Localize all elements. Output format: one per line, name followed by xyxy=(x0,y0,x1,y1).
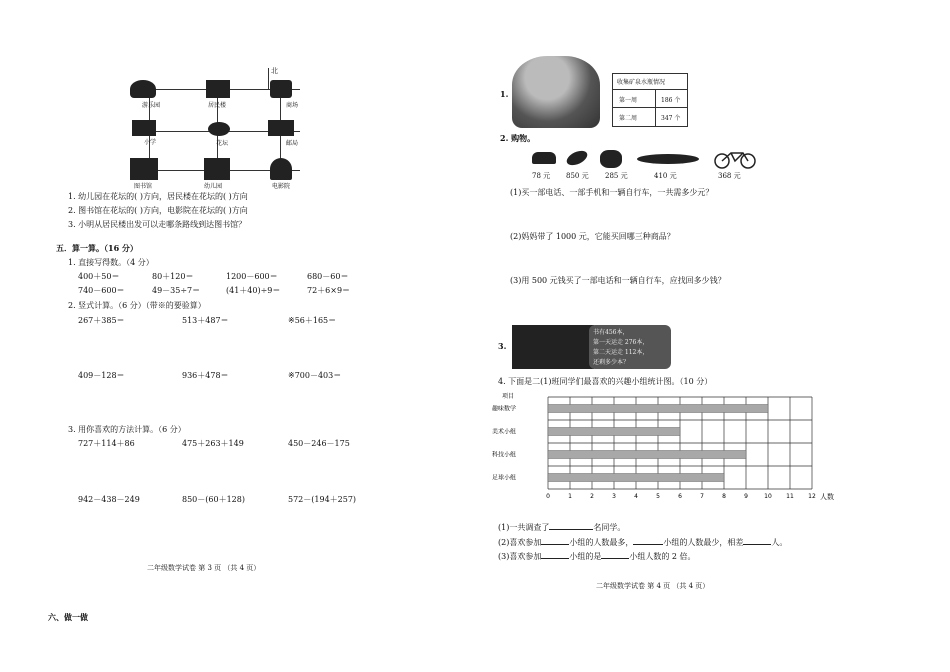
place-label: 商场 xyxy=(286,102,299,109)
calc-item: ※56＋165＝ xyxy=(288,316,337,325)
q4-question-2 xyxy=(498,536,787,548)
bubble-line: 第一天运走 276本， xyxy=(593,339,649,346)
place-label: 居民楼 xyxy=(208,102,227,109)
bar xyxy=(548,428,680,436)
residential-building-icon xyxy=(206,80,230,98)
cinema-icon xyxy=(270,158,292,180)
calc-item: 267＋385＝ xyxy=(78,316,125,325)
x-tick-label: 2 xyxy=(590,493,594,500)
q4-text: 小组的是 xyxy=(569,552,602,561)
delivery-truck-photo xyxy=(512,325,594,369)
page-footer-right: 二年级数学试卷 第 4 页 （共 4 页） xyxy=(596,582,710,590)
interest-group-bar-chart xyxy=(490,390,860,515)
map-question-2: 2. 图书馆在花坛的( )方向，电影院在花坛的( )方向 xyxy=(68,206,248,215)
rice-cooker-icon xyxy=(600,150,622,168)
x-tick-label: 9 xyxy=(744,493,748,500)
x-tick-label: 7 xyxy=(700,493,704,500)
calc-item: 72＋6×9＝ xyxy=(307,286,351,295)
calc-item: 942－438－249 xyxy=(78,495,140,504)
y-axis-label: 项目 xyxy=(502,393,515,400)
answer-blank[interactable] xyxy=(541,536,569,545)
library-icon xyxy=(130,158,158,180)
place-label: 图书馆 xyxy=(134,183,153,190)
x-tick-label: 8 xyxy=(722,493,726,500)
table-cell: 第一周 xyxy=(619,97,638,104)
place-label: 花坛 xyxy=(216,140,229,147)
bicycle-icon xyxy=(713,149,757,169)
calc-item: 1200－600＝ xyxy=(226,272,278,281)
price-label: 368 元 xyxy=(718,172,741,180)
table-divider xyxy=(613,89,687,90)
category-label: 足球小组 xyxy=(492,474,517,482)
table-divider xyxy=(655,89,656,126)
page-footer-left: 二年级数学试卷 第 3 页 （共 4 页） xyxy=(147,564,261,572)
map-question-3: 3. 小明从居民楼出发可以走哪条路线到达图书馆？ xyxy=(68,220,247,229)
calc-item: 936＋478＝ xyxy=(182,371,229,380)
q1-label: 1. xyxy=(500,89,509,99)
calc-item: 850－(60＋128) xyxy=(182,495,245,504)
map-question-1: 1. 幼儿园在花坛的( )方向，居民楼在花坛的( )方向 xyxy=(68,192,248,201)
answer-blank[interactable] xyxy=(601,550,629,559)
q3-label: 3. xyxy=(498,341,507,351)
q1-table xyxy=(612,73,688,127)
q4-text: 小组的人数最少，相差 xyxy=(663,538,744,547)
answer-blank[interactable] xyxy=(743,536,771,545)
bar xyxy=(548,451,746,459)
category-label: 科技小组 xyxy=(492,451,517,459)
shopping-question-1: (1)买一部电话、一部手机和一辆自行车，一共需多少元？ xyxy=(510,188,714,197)
q4-text: 名同学。 xyxy=(593,523,626,532)
table-cell: 186 个 xyxy=(661,97,681,104)
calc-item: 80＋120＝ xyxy=(152,272,194,281)
q4-text: 小组人数的 2 倍。 xyxy=(629,552,696,561)
answer-blank[interactable] xyxy=(633,536,663,545)
q4-text: 人。 xyxy=(771,538,788,547)
price-label: 410 元 xyxy=(654,172,677,180)
mobile-phone-icon xyxy=(564,148,589,168)
x-tick-label: 6 xyxy=(678,493,682,500)
shopping-question-3: (3)用 500 元钱买了一部电话和一辆自行车，应找回多少钱？ xyxy=(510,276,726,285)
bubble-line: 第二天运走 112本， xyxy=(593,349,649,356)
x-tick-label: 4 xyxy=(634,493,638,500)
table-divider xyxy=(613,107,687,108)
q4-text: (1)一共调查了 xyxy=(498,523,550,532)
calc-item: 450－246－175 xyxy=(288,439,350,448)
answer-blank[interactable] xyxy=(541,550,569,559)
section-5-title: 五．算一算。（16 分） xyxy=(56,243,138,253)
table-cell: 第二周 xyxy=(619,115,638,122)
category-label: 美术小组 xyxy=(492,428,517,436)
bar xyxy=(548,474,724,482)
post-office-icon xyxy=(268,120,294,136)
q4-text: 小组的人数最多， xyxy=(569,538,634,547)
calc-item: 727＋114＋86 xyxy=(78,439,135,448)
x-tick-label: 0 xyxy=(546,493,550,500)
x-tick-label: 5 xyxy=(656,493,660,500)
x-tick-label: 10 xyxy=(764,493,772,500)
calc-item: (41＋40)÷9＝ xyxy=(226,286,281,295)
section-6-title: 六、做一做 xyxy=(48,612,88,622)
place-label: 电影院 xyxy=(272,183,291,190)
x-tick-label: 1 xyxy=(568,493,572,500)
answer-blank[interactable] xyxy=(549,521,593,530)
q2-label: 2. 购物。 xyxy=(500,133,536,143)
q4-question-1 xyxy=(498,521,625,533)
shopping-question-2: (2)妈妈带了 1000 元，它能买回哪三种商品？ xyxy=(510,232,675,241)
q4-text: (3)喜欢参加 xyxy=(498,552,542,561)
direction-map xyxy=(120,60,320,190)
calc-item: ※700－403＝ xyxy=(288,371,342,380)
direct-calc-title: 1. 直接写得数。（4 分） xyxy=(68,258,154,267)
calc-item: 49－35÷7＝ xyxy=(152,286,201,295)
place-label: 幼儿园 xyxy=(204,183,223,190)
bubble-line: 还剩多少本？ xyxy=(593,359,630,366)
q4-question-3 xyxy=(498,550,696,562)
vertical-calc-title: 2. 竖式计算。（6 分）（带※的要验算） xyxy=(68,301,206,310)
x-tick-label: 12 xyxy=(808,493,816,500)
north-arrow-icon xyxy=(268,68,269,90)
q4-title: 4. 下面是二(1)班同学们最喜欢的兴趣小组统计图。（10 分） xyxy=(498,377,713,386)
calc-item: 475＋263＋149 xyxy=(182,439,244,448)
category-label: 趣味数学 xyxy=(492,405,517,413)
price-label: 78 元 xyxy=(532,172,551,180)
bubble-line: 书有456本， xyxy=(593,329,629,336)
price-label: 285 元 xyxy=(605,172,628,180)
kids-collecting-bottles-illustration xyxy=(512,56,600,128)
table-cell: 347 个 xyxy=(661,115,681,122)
mall-icon xyxy=(270,80,292,98)
calc-item: 409－128＝ xyxy=(78,371,125,380)
amusement-park-icon xyxy=(130,80,156,98)
flower-bed-icon xyxy=(208,122,230,136)
q3-speech-bubble xyxy=(589,325,671,369)
calc-item: 513＋487＝ xyxy=(182,316,229,325)
x-tick-label: 11 xyxy=(786,493,794,500)
north-label: 北 xyxy=(271,67,278,75)
calc-item: 400＋50＝ xyxy=(78,272,120,281)
dvd-player-icon xyxy=(637,154,699,164)
telephone-icon xyxy=(532,152,556,164)
bar xyxy=(548,405,768,413)
price-label: 850 元 xyxy=(566,172,589,180)
place-label: 邮局 xyxy=(286,140,299,147)
calc-item: 572－(194＋257) xyxy=(288,495,357,504)
calc-item: 680－60＝ xyxy=(307,272,349,281)
q1-table-title: 收集矿泉水瓶情况 xyxy=(617,79,666,86)
school-icon xyxy=(132,120,156,136)
method-calc-title: 3. 用你喜欢的方法计算。（6 分） xyxy=(68,425,186,434)
kindergarten-icon xyxy=(204,158,230,180)
place-label: 游乐园 xyxy=(142,102,161,109)
q4-text: (2)喜欢参加 xyxy=(498,538,542,547)
x-axis-label: 人数 xyxy=(820,493,834,501)
x-tick-label: 3 xyxy=(612,493,616,500)
place-label: 小学 xyxy=(144,139,157,146)
calc-item: 740－600＝ xyxy=(78,286,125,295)
